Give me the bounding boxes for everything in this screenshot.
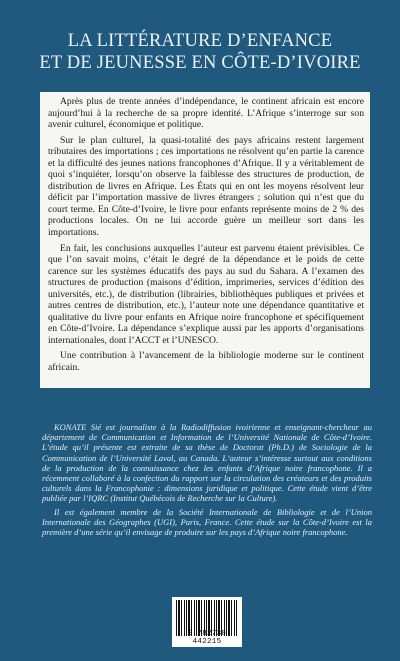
author-bio [42,422,372,540]
title-line-2: ET DE JEUNESSE EN CÔTE-D’IVOIRE [39,53,361,73]
summary-text [48,96,364,378]
summary-paragraph: Une contribution à l’avancement de la bibliologie moderne sur le continent africain. [48,350,364,374]
bio-paragraph: KONATE Sié est journaliste à la Radiodiffusion ivoirienne et enseignant-chercheur au département de Communication et Information de l’Université Nationale de Côte-d’Ivoire. L’étude qu’il présente est extraite de sa thèse de Doctorat (Ph.D.) de Sociologie de la Communication de l’Université Laval, au Canada. L’auteur s’intéresse surtout aux conditions de la production de la connaissance chez les enfants d’Afrique noire francophone. Il a récemment collaboré à la confection du rapport sur la circulation des créateurs et des produits culturels dans la Francophonie : dimensions juridique et politique. Cette étude vient d’être publiée par l’IQRC (Institut Québécois de Recherche sur la Culture). [42,422,372,504]
summary-paragraph: Après plus de trente années d’indépendance, le continent africain est encore aujourd’hui à la recherche de sa propre identité. L’Afrique s’interroge sur son avenir culturel, économique et politique. [48,96,364,131]
isbn-barcode [172,597,242,647]
bio-paragraph: Il est également membre de la Société Internationale de Bibliologie et de l’Union Internationale des Géographes (UGI), Paris, France. Cette étude sur la Côte-d’Ivoire est la première d’une série qu’il envisage de produire sur les pays d’Afrique noire francophone. [42,506,372,538]
title-line-1: LA LITTÉRATURE D’ENFANCE [67,31,333,51]
cover-title [0,30,400,74]
summary-paragraph: En fait, les conclusions auxquelles l’auteur est parvenu étaient prévisibles. Ce que l’on savait moins, c’était le degré de la dépendance et le poids de cette carence sur les systèmes éducatifs des pays au sud du Sahara. A l’examen des structures de production (maisons d’édition, imprimeries, services d’édition des universités, etc.), de distribution (librairies, bibliothèques publiques et privées et autres centres de distribution, etc.), l’auteur note une dépendance quantitative et qualitative du livre pour enfants en Afrique noire francophone et spécifiquement en Côte-d’Ivoire. La dépendance s’explique aussi par les apports d’organisations internationales, dont l’ACCT et l’UNESCO. [48,242,364,346]
barcode-number: 9 782738 442215 [187,630,227,646]
summary-paragraph: Sur le plan culturel, la quasi-totalité des pays africains restent largement tributaires des importations ; ces importations ne résolvent qu’en partie la carence et la difficulté des jeunes nations francophones d’Afrique. Il y a véritablement de quoi s’inquiéter, lorsqu’on observe la faiblesse des structures de production, de distribution de livres en Afrique. Les États qui en ont les moyens résolvent leur déficit par l’importation massive de livres étrangers ; solution qui n’est que du court terme. En Côte-d’Ivoire, le livre pour enfants représente moins de 2 % des productions locales. On ne lui accorde guère un meilleur sort dans les importations. [48,134,364,239]
